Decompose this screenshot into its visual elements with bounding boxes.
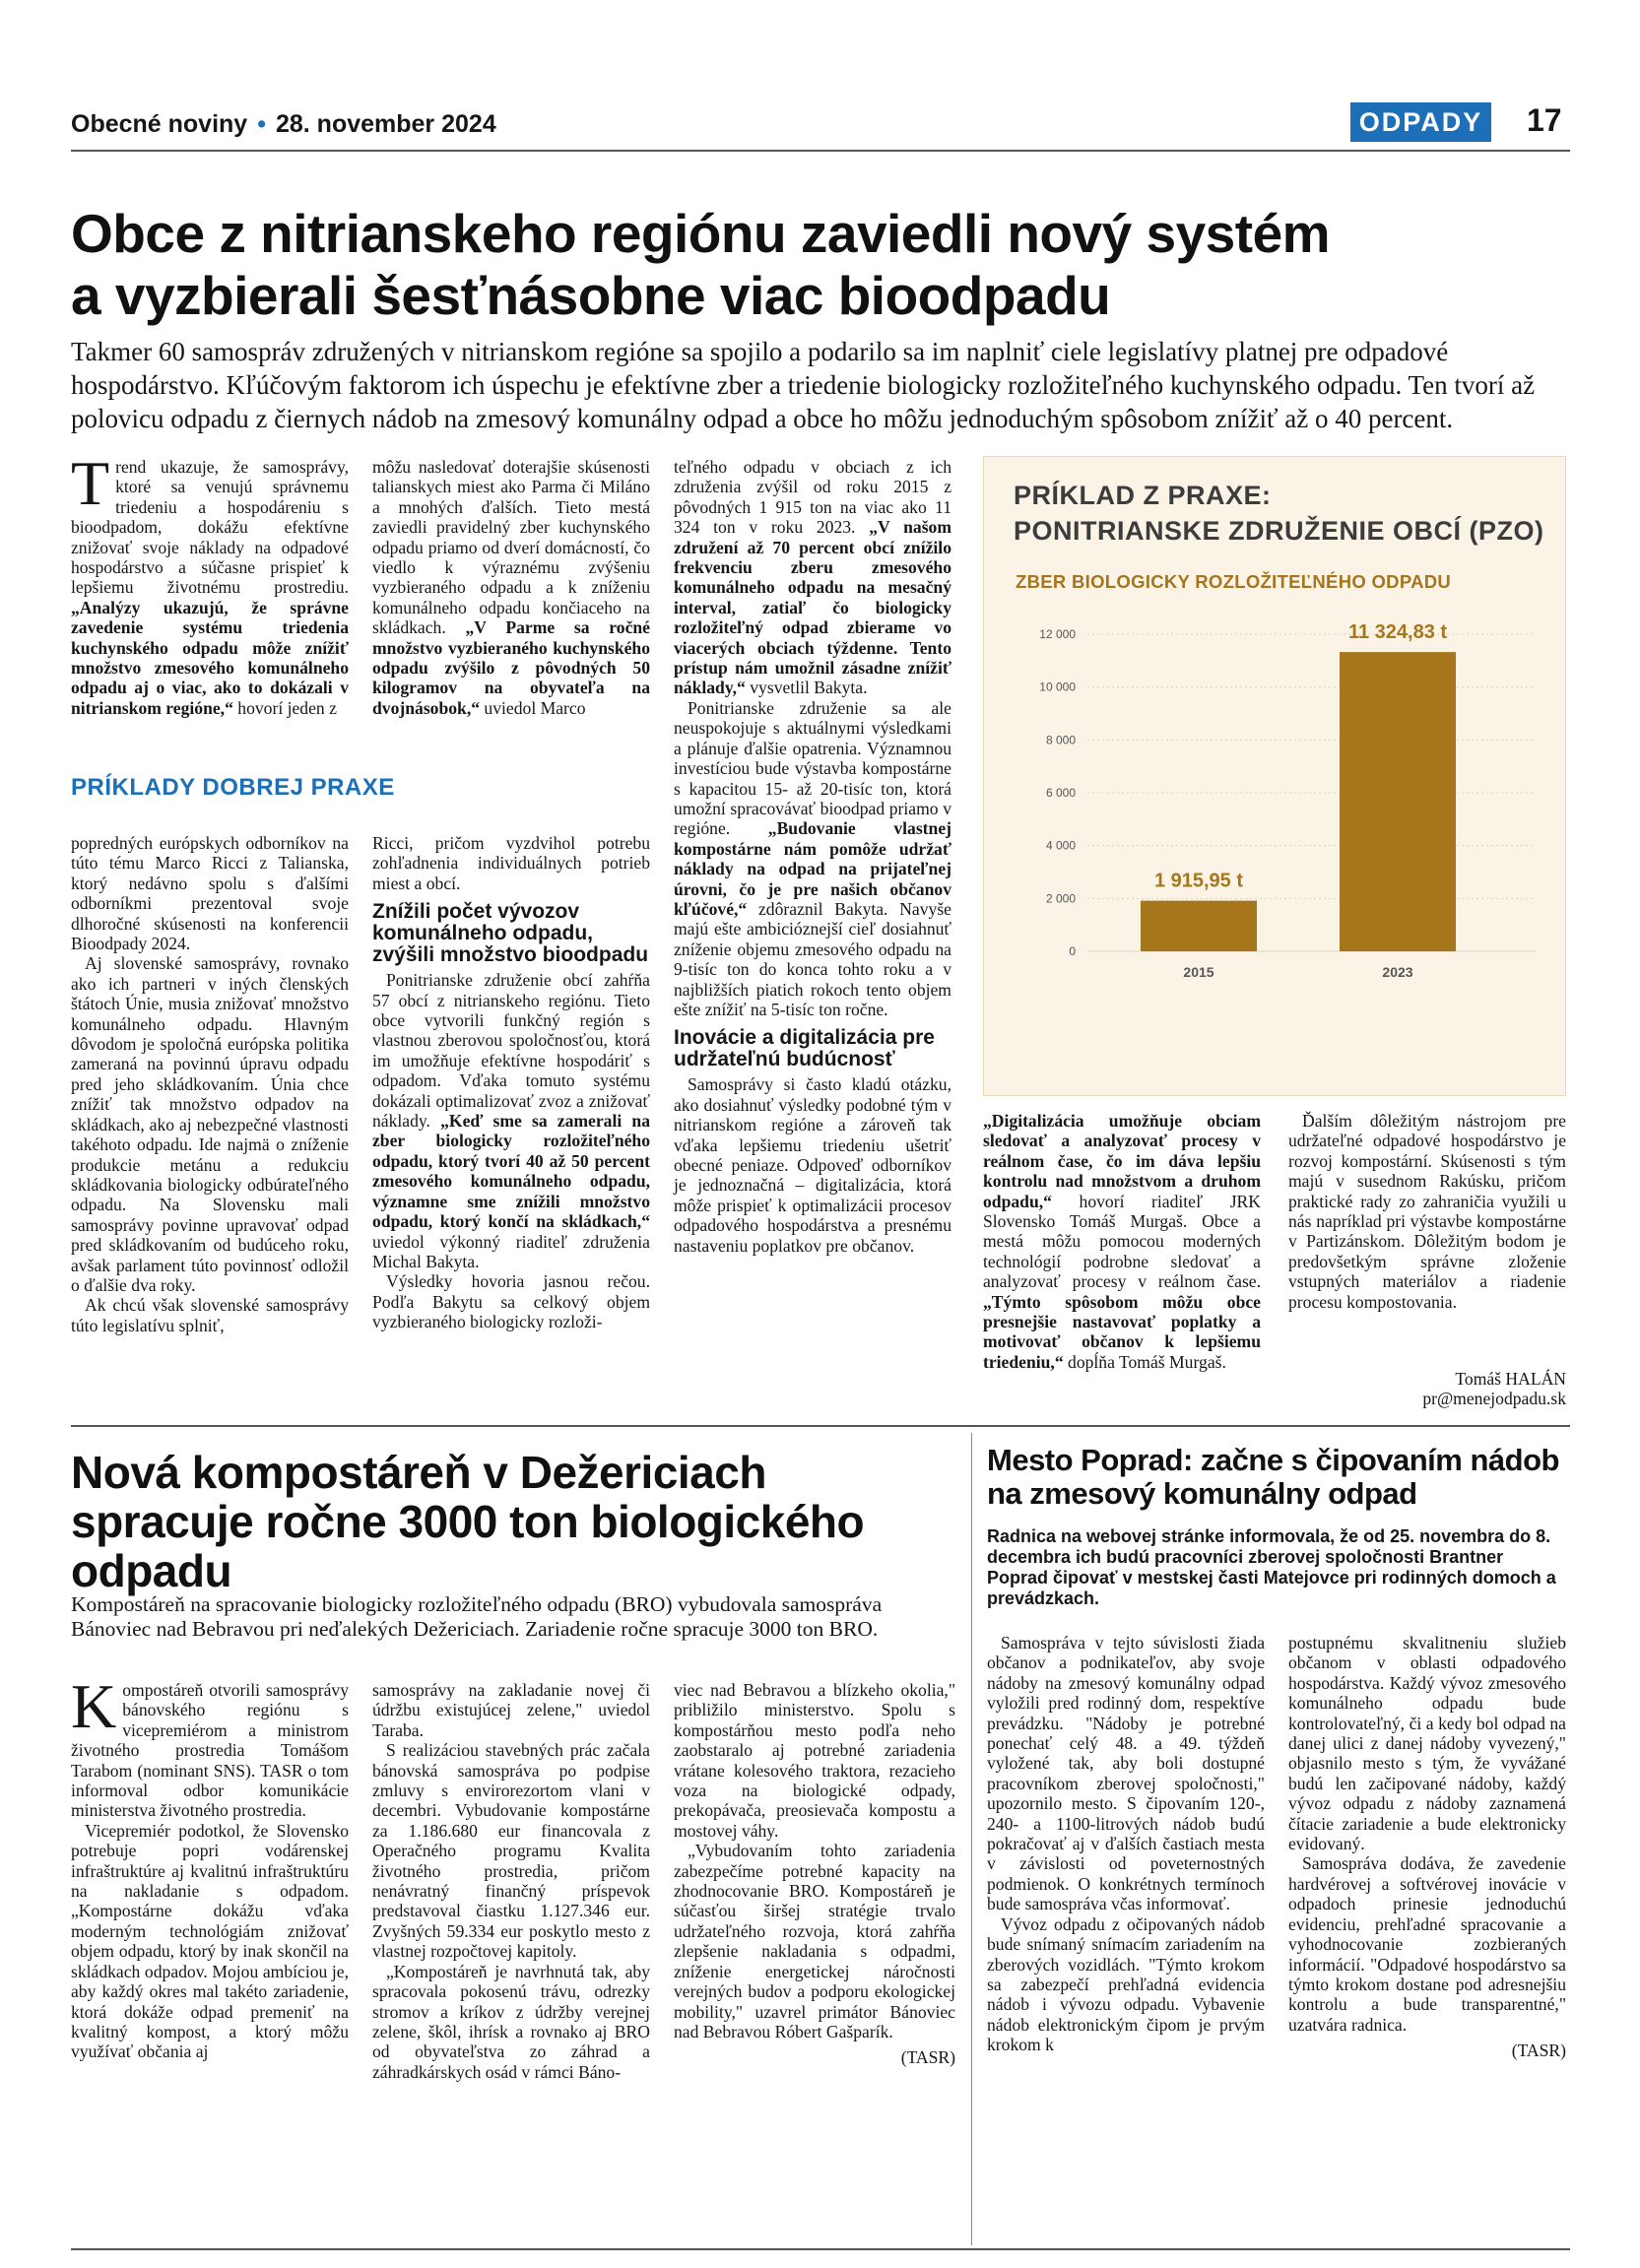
paragraph: Aj slovenské samosprávy, rovnako ako ich partneri v iných členských štátoch Únie, musia znižovať množstvo komunálneho odpadu. Hlavným dôvodom je spoločná európska politika zameraná na povinnú úpravu odpadu pred jeho skládkovaním. Únia chce znížiť tak množstvo odpadov na skládkach, ako aj nebezpečné vlastnosti takéhoto odpadu. Ide najmä o zníženie produkcie metánu a redukciu skládkovania biologicky odbúrateľného odpadu. Na Slovensku mali samosprávy povinne upravovať odpad pred skládkovaním od budúceho roku, avšak parlament túto povinnosť odložil o ďalšie dva roky.	[71, 953, 349, 1295]
article1-column	[1288, 1111, 1566, 1312]
y-tick-label: 8 000	[1045, 733, 1076, 747]
paragraph: „Vybudovaním tohto zariadenia zabezpečíme potrebné kapacity na zhodnocovanie BRO. Kompostáreň je súčasťou širšej stratégie trvalo udržateľného rozvoja, ktorá zahŕňa zlepšenie nakladania s odpadmi, zníženie energetickej náročnosti verejných budov a podporu ekologickej mobility," uzavrel primátor Bánoviec nad Bebravou Róbert Gašparík.	[674, 1841, 955, 2041]
column-divider	[971, 1433, 972, 2245]
quote: „Digitalizácia umožňuje obciam sledovať a analyzovať procesy v reálnom čase, čo im dáva lepšiu kontrolu nad množstvom a druhom odpadu,“	[983, 1111, 1261, 1211]
article1-lead: Takmer 60 samospráv združených v nitrianskom regióne sa spojilo a podarilo sa im naplniť ciele legislatívy platnej pre odpadové hospodárstvo. Kľúčovým faktorom ich úspechu je efektívne zber a triedenie biologicky rozložiteľného kuchynského odpadu. Ten tvorí až polovicu odpadu z čiernych nádob na zmesový komunálny odpad a obce ho môžu jednoduchým spôsobom znížiť až o 40 percent.	[71, 337, 1536, 433]
text-run: môžu nasledovať doterajšie skúsenosti talianskych miest ako Parma či Miláno a mnohých ďalších. Tieto mestá zaviedli pravidelný zber kuchynského odpadu priamo od dverí domácností, čo viedlo k výraznému zvýšeniu vyzbieraného odpadu a k zníženiu komunálneho odpadu končiaceho na skládkach.	[372, 457, 650, 638]
drop-cap: T	[71, 448, 110, 518]
paragraph: S realizáciou stavebných prác začala bánovská samospráva po podpise zmluvy s envirorezortom vlani v decembri. Vybudovanie kompostárne za 1.186.680 eur financovala z Operačného programu Kvalita životného prostredia, pričom nenávratný finančný príspevok predstavoval čiastku 1.127.346 eur. Zvyšných 59.334 eur poskytlo mesto z vlastnej rozpočtovej kapitoly.	[372, 1740, 650, 1962]
issue-date: 28. november 2024	[275, 110, 496, 138]
section-badge: ODPADY	[1350, 102, 1491, 142]
text-run: teľného odpadu v obciach z ich združenia zvýšil od roku 2015 z pôvodných 1 915 ton na viac ako 11 324 ton v roku 2023.	[674, 457, 951, 538]
y-tick-label: 4 000	[1045, 838, 1076, 853]
text-run: uviedol výkonný riaditeľ združenia Michal Bakyta.	[372, 1231, 650, 1271]
paragraph: „Kompostáreň je navrhnutá tak, aby spracovala pokosenú trávu, odrezky stromov a kríkov z údržby verejnej zelene, škôl, ihrísk a rovnako aj BRO od obyvateľstva zo záhrad a záhradkárskych osád v rámci Báno-	[372, 1961, 650, 2082]
text-run: Ponitrianske združenie sa ale neuspokojuje s aktuálnymi výsledkami a plánuje ďalšie opatrenia. Významnou investíciou bude výstavba kompostárne s kapacitou 15- až 20-tisíc ton, ktorá umožní spracovávať bioodpad priamo v regióne.	[674, 697, 951, 839]
article1-headline	[71, 203, 1529, 327]
x-tick-label: 2023	[1382, 964, 1413, 980]
paragraph	[674, 698, 951, 1020]
quote: „Budovanie vlastnej kompostárne nám pomôže udržať náklady na odpad na prijateľnej úrovni, čo je pre našich občanov kľúčové,“	[674, 818, 951, 919]
article3-column	[1288, 1633, 1566, 2061]
article1-column	[372, 833, 650, 1332]
article3-lead: Radnica na webovej stránke informovala, že od 25. novembra do 8. decembra ich budú pracovníci zberovej spoločnosti Brantner Poprad čipovať v mestskej časti Matejovce pri rodinných domoch a prevádzkach.	[987, 1526, 1556, 1608]
quote: „Týmto spôsobom môžu obce presnejšie nastavovať poplatky a motivovať občanov k lepšiemu triedeniu,“	[983, 1291, 1261, 1372]
y-tick-label: 12 000	[1039, 627, 1076, 641]
header-divider	[71, 150, 1570, 152]
practice-heading: PRÍKLADY DOBREJ PRAXE	[71, 774, 395, 801]
chart-panel	[983, 456, 1566, 1096]
article1-column	[372, 457, 650, 718]
source-credit: (TASR)	[900, 2047, 955, 2068]
paragraph	[372, 970, 650, 1271]
footer-divider	[71, 2248, 1570, 2250]
article1-column	[674, 457, 951, 1256]
text-run: hovorí riaditeľ JRK Slovensko Tomáš Murgaš. Obce a mestá môžu pomocou moderných technológií podrobne sledovať a analyzovať procesy v reálnom čase.	[983, 1191, 1261, 1292]
subheading: Inovácie a digitalizácia pre udržateľnú budúcnosť	[674, 1026, 935, 1071]
text-run: Ponitrianske združenie obcí zahŕňa 57 obcí z nitrianskeho regiónu. Tieto obce vytvorili funkčný región s vlastnou zberovou spoločnosťou, ktorá im umožňuje efektívne hospodáriť s odpadom. Vďaka tomuto systému dokázali optimalizovať zvoz a znižovať náklady.	[372, 970, 650, 1132]
page-number: 17	[1527, 102, 1562, 138]
y-tick-label: 2 000	[1045, 891, 1076, 906]
paragraph	[71, 448, 349, 718]
headline-line: Obce z nitrianskeho regiónu zaviedli nový systém	[71, 203, 1331, 264]
paragraph: postupnému skvalitneniu služieb občanom v oblasti odpadového hospodárstva. Každý vývoz zmesového komunálneho odpadu bude kontrolovateľný, či a kedy bol odpad na danej ulici z danej nádoby vyvezený," objasnilo mesto s tým, že vyvážané budú len začipované nádoby, každý vývoz odpadu z nádoby zaznamená čítacie zariadenie a bude elektronicky evidovaný.	[1288, 1633, 1566, 1854]
newspaper-name: Obecné noviny	[71, 110, 248, 138]
article1-column	[71, 448, 349, 718]
article2-column	[372, 1680, 650, 2082]
y-tick-label: 0	[1069, 944, 1076, 958]
chart-panel-title: PRÍKLAD Z PRAXE:	[1014, 481, 1272, 510]
paragraph: Vývoz odpadu z očipovaných nádob bude snímaný snímacím zariadením na zberových vozidlách. "Týmto krokom sa zabezpečí prehľadná evidencia nádob i vývozu odpadu. Vybavenie nádob elektronickým čipom je prvým krokom k	[987, 1913, 1265, 2055]
chart-panel-title: PONITRIANSKE ZDRUŽENIE OBCÍ (PZO)	[1014, 516, 1544, 546]
paragraph: samosprávy na zakladanie novej či údržbu existujúcej zelene," uviedol Taraba.	[372, 1680, 650, 1740]
masthead	[71, 110, 496, 139]
author-name: Tomáš HALÁN	[1455, 1369, 1566, 1389]
article2-lead: Kompostáreň na spracovanie biologicky rozložiteľného odpadu (BRO) vybudovala samospráva Bánoviec nad Bebravou pri neďalekých Dežericiach. Zariadenie ročne spracuje 3000 ton BRO.	[71, 1592, 883, 1641]
paragraph: Samosprávy si často kladú otázku, ako dosiahnuť výsledky podobné tým v nitrianskom regióne a zároveň tak vďaka lepšiemu triedeniu ušetriť obecné peniaze. Odpoveď odborníkov je jednoznačná – digitalizácia, ktorá môže prispieť k optimalizácii procesov odpadového hospodárstva a presnému nastaveniu poplatkov pre občanov.	[674, 1074, 951, 1256]
y-tick-label: 6 000	[1045, 786, 1076, 800]
text-run: vysvetlil Bakyta.	[745, 678, 868, 698]
article3-headline: Mesto Poprad: začne s čipovaním nádob na zmesový komunálny odpad	[987, 1443, 1559, 1511]
text-run: ompostáreň otvorili samosprávy bánovského regiónu s vicepremiérom a ministrom životného prostredia Tomášom Tarabom (nominant SNS). TASR o tom informoval odbor komunikácie ministerstva životného prostredia.	[71, 1680, 349, 1821]
text-run: hovorí jeden z	[232, 697, 337, 718]
paragraph: Výsledky hovoria jasnou rečou. Podľa Bakytu sa celkový objem vyzbieraného biologicky rozloži-	[372, 1271, 650, 1332]
source-credit: (TASR)	[1511, 2041, 1566, 2061]
quote: „Analýzy ukazujú, že správne zavedenie systému triedenia kuchynského odpadu môže znížiť množstvo zmesového komunálneho odpadu aj o viac, ako to dokázali v nitrianskom regióne,“	[71, 597, 349, 718]
paragraph: Ricci, pričom vyzdvihol potrebu zohľadnenia individuálnych potrieb miest a obcí.	[372, 833, 650, 893]
text-run: dopĺňa Tomáš Murgaš.	[1063, 1351, 1226, 1372]
paragraph: viec nad Bebravou a blízkeho okolia," približilo ministerstvo. Spolu s kompostárňou mesto podľa neho zaobstaralo aj potrebné zariadenia vrátane kolesového traktora, rezacieho voza na biologické odpady, prekopávača, preosievača kompostu a mostovej váhy.	[674, 1680, 955, 1841]
y-tick-label: 10 000	[1039, 680, 1076, 694]
author-credit	[1315, 1369, 1566, 1409]
article1-column	[71, 833, 349, 1335]
paragraph: Samospráva v tejto súvislosti žiada občanov a podnikateľov, aby svoje nádoby na zmesový komunálny odpad vyložili pred rodinný dom, respektíve prevádzku. "Nádoby je potrebné ponechať celý 48. a 49. týždeň vyložené tak, aby boli dostupné pracovníkom zberovej spoločnosti," upozornilo mesto. S čipovaním 120-, 240- a 1100-litrových nádob budú pokračovať aj v ďalších častiach mesta v závislosti od poveternostných podmienok. O konkrétnych termínoch bude samospráva včas informovať.	[987, 1633, 1265, 1914]
paragraph: Vicepremiér podotkol, že Slovensko potrebuje popri vodárenskej infraštruktúre aj kvalitnú infraštruktúru na nakladanie s odpadom. „Kompostárne dokážu vďaka moderným technológiám znižovať objem odpadu, ktorý by inak skončil na skládkach odpadov. Mojou ambíciou je, aby každý okres mal takéto zariadenie, ktorá dokáže odpad premeniť na kvalitný kompost, a ktorý môžu využívať občania aj	[71, 1820, 349, 2062]
drop-cap: K	[71, 1671, 117, 1741]
data-label: 1 915,95 t	[1153, 870, 1244, 892]
section-divider	[71, 1425, 1570, 1427]
bar	[1340, 652, 1456, 951]
text-run: uviedol Marco	[480, 697, 586, 718]
subheading: Znížili počet vývozov komunálneho odpadu, zvýšili množstvo bioodpadu	[372, 900, 649, 967]
text-run: rend ukazuje, že samosprávy, ktoré sa venujú správnemu triedeniu a hospodáreniu s bioodpadom, dokážu efektívne znižovať svoje náklady na odpadové hospodárstvo a súčasne prispieť k lepšiemu životnému prostrediu.	[71, 457, 349, 598]
data-label: 11 324,83 t	[1347, 621, 1448, 644]
article2-headline: Nová kompostáreň v Dežericiach spracuje ročne 3000 ton biologického odpadu	[71, 1447, 865, 1596]
paragraph	[71, 1671, 349, 1821]
paragraph	[372, 457, 650, 718]
x-tick-label: 2015	[1183, 964, 1214, 980]
quote: „V našom združení až 70 percent obcí znížilo frekvenciu zberu zmesového komunálneho odpadu na mesačný interval, zatiaľ čo biologicky rozložiteľný odpad zbierame vo viacerých obciach týždenne. Tento prístup nám umožnil zásadne znížiť náklady,“	[674, 517, 952, 698]
bar	[1141, 901, 1257, 951]
text-run: zdôraznil Bakyta. Navyše majú ešte ambicióznejší cieľ dosiahnuť zníženie objemu zmesového odpadu na 9-tisíc ton do konca tohto roku a v najbližších piatich rokoch tento objem ešte znížiť na 5-tisíc ton ročne.	[674, 898, 951, 1019]
author-email: pr@menejodpadu.sk	[1422, 1389, 1566, 1409]
article3-column	[987, 1633, 1265, 2055]
article2-column	[674, 1680, 955, 2068]
paragraph: popredných európskych odborníkov na túto tému Marco Ricci z Talianska, ktorý nedávno spolu s ďalšími odborníkmi prezentoval svoje dlhoročné skúsenosti na konferencii Bioodpady 2024.	[71, 833, 349, 954]
paragraph: Ak chcú však slovenské samosprávy túto legislatívu splniť,	[71, 1295, 349, 1335]
paragraph: Ďalším dôležitým nástrojom pre udržateľné odpadové hospodárstvo je rozvoj kompostární. Skúsenosti s tým majú v susednom Rakúsku, pričom praktické rady zo zahraničia využili u nás napríklad pri výstavbe kompostárne v Partizánskom. Dôležitým bodom je predovšetkým správne zloženie vstupných materiálov a riadenie procesu kompostovania.	[1288, 1111, 1566, 1312]
bar-chart	[984, 605, 1567, 999]
paragraph	[983, 1111, 1261, 1372]
paragraph	[674, 457, 951, 698]
quote: „V Parme sa ročné množstvo vyzbieraného kuchynského odpadu zvýšilo z pôvodných 50 kilogramov na obyvateľa na dvojnásobok,“	[372, 617, 650, 718]
article1-column	[983, 1111, 1261, 1372]
headline-line: a vyzbierali šesťnásobne viac bioodpadu	[71, 265, 1111, 326]
paragraph: Samospráva dodáva, že zavedenie hardvérovej a softvérovej inovácie v odpadoch prinesie jednoduchú evidenciu, prehľadné spracovanie a vyhodnocovanie zozbieraných informácií. "Odpadové hospodárstvo sa týmto krokom dostane pod adresnejšiu kontrolu a bude transparentné," uzatvára radnica.	[1288, 1853, 1566, 2035]
bullet-separator: •	[257, 110, 266, 138]
article2-column	[71, 1671, 349, 2062]
chart-subtitle: ZBER BIOLOGICKY ROZLOŽITEĽNÉHO ODPADU	[1016, 571, 1452, 592]
quote: „Keď sme sa zamerali na zber biologicky rozložiteľného odpadu, ktorý tvorí 40 až 50 percent zmesového komunálneho odpadu, významne sme znížili množstvo odpadu, ktorý končí na skládkach,“	[372, 1111, 650, 1232]
